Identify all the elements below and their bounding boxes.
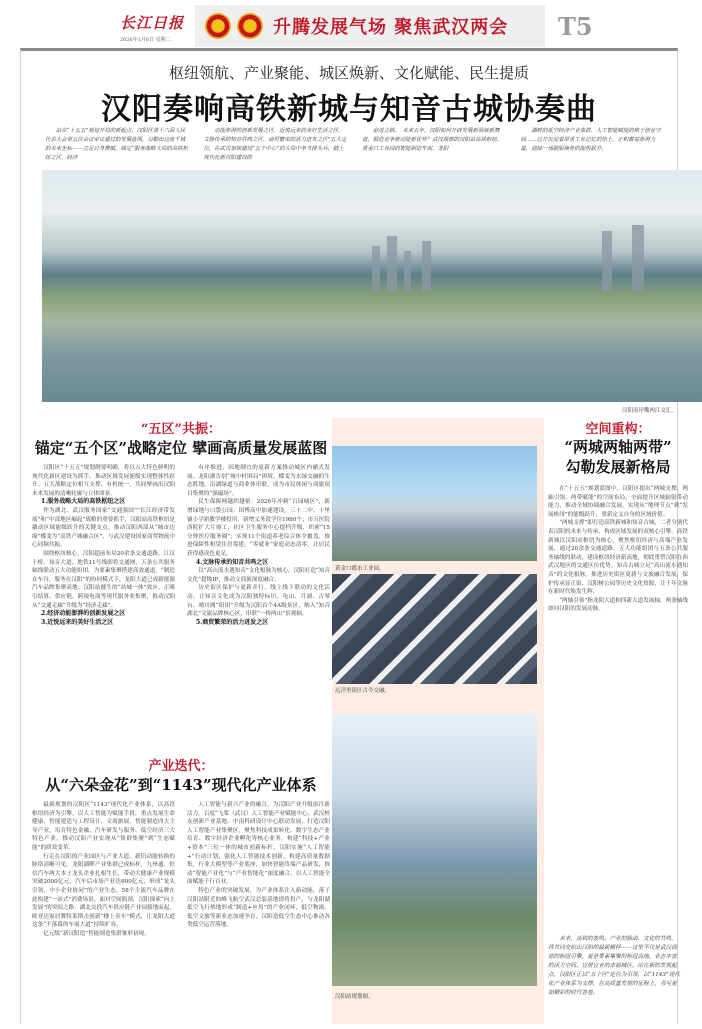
national-emblem-icon: [205, 13, 231, 39]
special-banner: [195, 5, 545, 47]
section-kicker: 空间重构：: [585, 422, 651, 437]
body-paragraph: 行走在汉阳的产业园区与产业大道，新旧动能转换的脉络清晰可见。龙阳湖畔产业集群已成标杆，九州通、恒信汽车两大本土龙头企业扎根生长，带动大健康产业规模突破2000亿元，汽车后市场产业达600亿元，形成“龙头引领、中小企业协同”的产业生态。58个主流汽车品牌在此构建“一站式”消费场景，面对空间瓶颈，汉阳探索“向上发展”的突围之路：湖北交投汽车供应链产业园拔地而起，欧亚达家居舞特莱斯击创新“楼上卖车”模式，让龙阳大道这条“不落幕的车展大道”持续扩容。: [32, 853, 175, 929]
intro-paragraph: 奋进之路。 未来五年，汉阳如何开辟发展新领域新赛道，锻造竞争新动能新优势？武汉西部的汉阳站高铁枢纽、黄金口工业园的智能制造车间、龙阳: [362, 128, 503, 152]
section-body: [32, 801, 330, 1029]
body-paragraph: 有序推进，因地制宜的更新方案推动城区内涵式发展。龙阳湖告别“城中村困局”困境，蝶变为水绿交融的生态胜地，沿湖绿道与商业体串联，成为市民休闲与商旅项目集聚的“强磁场”。: [187, 465, 330, 497]
body-paragraph: 作为湖北、武汉服务国家“交通强国”“长江经济带发展”和“中部地区崛起”战略的重要抓手，汉阳站高铁枢纽是撬动区域能级跃升的关键支点。推动汉阳西部从“城市边缘”蝶变为“高铁产城融合区”，与武汉建设国家商贸物流中心同频共振。: [32, 507, 175, 549]
section-spatial: [548, 418, 688, 915]
banner-title: 升腾发展气场 聚焦武汉两会: [273, 17, 509, 38]
photo-industrial-park: [332, 446, 537, 561]
article-headline: 汉阳奏响高铁新城与知音古城协奏曲: [101, 92, 597, 127]
body-paragraph: 汉阳区“十五五”规划纲要明确，将以五大特色鲜明的现代化新区建设为抓手，推动区域发展能级实现整体性跃升。五大战略定位相互支撑、有机统一，共同擘画出汉阳未来发展的清晰轮廓与立体图景。: [32, 465, 175, 497]
section-kicker: 产业迭代：: [148, 759, 214, 774]
main-photo-caption: 汉阳南岸嘴两江交汇。: [621, 408, 677, 414]
body-paragraph: 人工智能与新兴产业的融合，为汉阳产业升级添注新活力。百度“飞桨（武汉）人工智能产业赋能中心、武汉校友创新产业基地、中南科研设计中心联动发展，打造汉阳人工智能产业集聚区，聚焦科技成果转化、数字生态产业培育、数字经济企业孵化等核心业务，构建“科技+产业+资本”三位一体的城市创新标杆。汉阳实施“人工智能+”行动计划，强化人工智能技术创新，构建高质量数据集，行业大模型等产业底座，加快智能终端产品研发，推动“智能产业化”与“产业智能化”深度融合，以人工智能全面赋能千行百业。: [187, 802, 330, 886]
page-number: T5: [558, 12, 593, 41]
photo-historic-district: [332, 574, 537, 684]
body-paragraph: 民生保障网越织越密：2026年冲刺“百园城区”，新增绿地与口袋公园；国博高中加速建设，三十二中、十里铺小学新教学楼投用，新增义务段学位1980个；市五医院西院扩大片竣工，社区卫生服务中心提档升级，织密“15分钟医疗服务圈”；实现11个街道养老综合体全覆盖，推进保障性租赁住房筹建，“零就业”家庭动态清零，让居民获得感成色更足。: [187, 499, 330, 557]
subsection-heading: 2.经济动能澎湃的创新发展之区: [41, 610, 126, 618]
main-photo-riverfront: [42, 170, 702, 402]
article-kicker: 枢纽领航、产业聚能、城区焕新、文化赋能、民生提质: [168, 64, 529, 82]
subsection-heading: 5.商贸繁荣的活力迸发之区: [196, 618, 269, 626]
subsection-heading: 3.近悦远来的美好生活之区: [41, 618, 114, 626]
photo-station-plan: [332, 714, 537, 986]
body-paragraph: 特色产业的突破发展，为产业体系注入新动能。落子汉阳站附近的峰飞航空武汉总装基地即将投产，与龙阳湖低空飞行热地形成“制造+应用”的产业闭环，低空物流、低空文旅等新业态加速孕育，汉阳造低空生态中心推动各类低空运营落地。: [187, 887, 330, 929]
section-body: [32, 464, 330, 769]
issue-date: 2026年1月6日 星期二: [120, 37, 171, 43]
cppcc-emblem-icon: [237, 13, 263, 39]
section-title-line1: “两城两轴两带”: [564, 438, 672, 456]
section-five-districts: [32, 418, 330, 769]
section-title: 从“六朵金花”到“1143”现代化产业体系: [45, 776, 317, 794]
body-paragraph: 最新规划的汉阳区“1143”现代化产业体系，以高铁枢纽经济为引擎，以人工智能为赋能手段，重点发展生命健康、智能建造与工程设计、文商旅展、智能制造四大主导产业，培育特色金融、汽车研发与服务、低空经济三大特色产业，推动汉阳产业实现从“集群集聚”到“生态赋能”的质效变革。: [32, 802, 175, 851]
body-paragraph: “两轴引领”指龙阳大道和四新大道发展轴，两条轴线如同汉阳的发展动脉。: [548, 597, 688, 613]
section-title: 锚定“五个区”战略定位 擘画高质量发展蓝图: [34, 439, 328, 457]
body-paragraph: 历史街区保护与更新并行，线上线下联动的文化活动，让知音文化成为汉阳独特标识。龟山、月湖、古琴台、晴川阁“组团”升级为汉阳首个4A级景区，纳入“知音湖北”文旅品牌核心区，串联“一桥两山”景观轴。: [187, 585, 330, 618]
photo-caption: 黄金口都市工业园。: [335, 566, 385, 572]
section-kicker: “五区”共振：: [141, 422, 221, 437]
section-title-line2: 勾勒发展新格局: [565, 458, 671, 476]
closing-paragraph: [548, 935, 680, 998]
intro-paragraph: 动能澎湃的创新发展之区、近悦远来的美好生活之区、文脉传承的知音共鸣之区、商贸繁荣的活力迸发之区”五大定位，在武汉加快建设“五个中心”的大局中争当排头兵，踏上现代化新汉阳建设的: [203, 128, 347, 161]
intro-paragraph: 站在“十五五”规划开局的新起点，汉阳区第十六届人民代表大会第五次会议审议通过的发展蓝图，勾勒出这座千城的未来坐标——立足自身禀赋，锚定“服务战略大局的高铁枢纽之区、经济: [45, 128, 188, 161]
body-paragraph: 亿元级“新汉阳造”智能制造集群雏形初现。: [43, 930, 150, 937]
body-paragraph: 围绕枢纽核心，汉阳超前布局20余条交通道路，江汉十桥、知音大道、地铁11号线即将交通网，五条公共服务轴线联动五大功能组团，为要素集聚搭建高效通道。“制造在车谷，服务在汉阳”的协同模式下，龙阳大道已成新能源汽车品牌集聚高地；汉阳站催生的“站城一体”效应，正吸引结算、供应链、跨境电商等现代服务业集聚，推动汉阳从“交通走廊”升级为“经济走廊”。: [32, 550, 175, 609]
body-paragraph: 以“高山流水遇知音”文化根脉为核心，汉阳打造“知音文化”超级IP，推动文商旅深度融合。: [187, 568, 330, 583]
closing-text: 未来，高铁的轰鸣、产业的脉动、文化的共鸣，将共同交织出汉阳的最新模样——这里不仅是武汉西部的枢纽引擎，更是要素集聚的枢纽高地、业态丰富的活力空间、宜居宜业的幸福城区。站在新的发展起点，汉阳区正以“五个区”定位为引领，以“1143”现代化产业体系为支撑，在高质量发展的征程上，书写更加精彩的时代答卷。: [548, 936, 680, 996]
photo-column: [332, 418, 544, 1024]
photo-caption: 远洋里街区古今交融。: [335, 688, 391, 694]
section-industry: [32, 755, 330, 1029]
subsection-heading: 1.服务战略大局的高铁枢纽之区: [41, 498, 126, 506]
section-body: [548, 485, 688, 915]
photo-caption: 汉阳站规划图。: [335, 994, 374, 1000]
newspaper-logo: 长江日报: [120, 14, 185, 32]
intro-paragraph: 湖畔的低空经济产业集群、人工智能赋能的格子创业空间……这片沉淀着厚重工业记忆的热土，正积蓄着澎湃力量，迎接一场脱胎换骨的能级跃升。: [520, 128, 661, 152]
body-paragraph: 在“十五五”规划蓝图中，汉阳区提出“两城支撑、两轴引领、两带赋能”的空间布局，全面提升区域辐射带动能力，推动全域协调融合发展，实现从“地理节点”到“发展枢纽”的能级跃升，重新定义自身的区域价值。: [548, 486, 688, 518]
body-paragraph: “两城支撑”即打造高铁新城和知音古城，二者分别代表汉阳的未来与传承，构成区域发展的双核心引擎。高铁新城以汉阳站枢纽为核心，聚焦枢纽经济与高端产业发展，通过20余条交通道路、五大功能组团与五条公共服务轴线的联动，建设枢纽经济新高地，彻底重塑汉阳在西武汉地区的交通区位优势。知音古城立足“高山流水遇知音”的文化根脉，推进历史街区更新与文旅融合发展，保护传承显正街、汉阳树公园等历史文化资源，让千年文脉在新时代焕发生辉。: [548, 520, 688, 596]
subsection-heading: 4.文脉传承的知音共鸣之区: [196, 558, 269, 566]
article-intro: [45, 127, 665, 163]
